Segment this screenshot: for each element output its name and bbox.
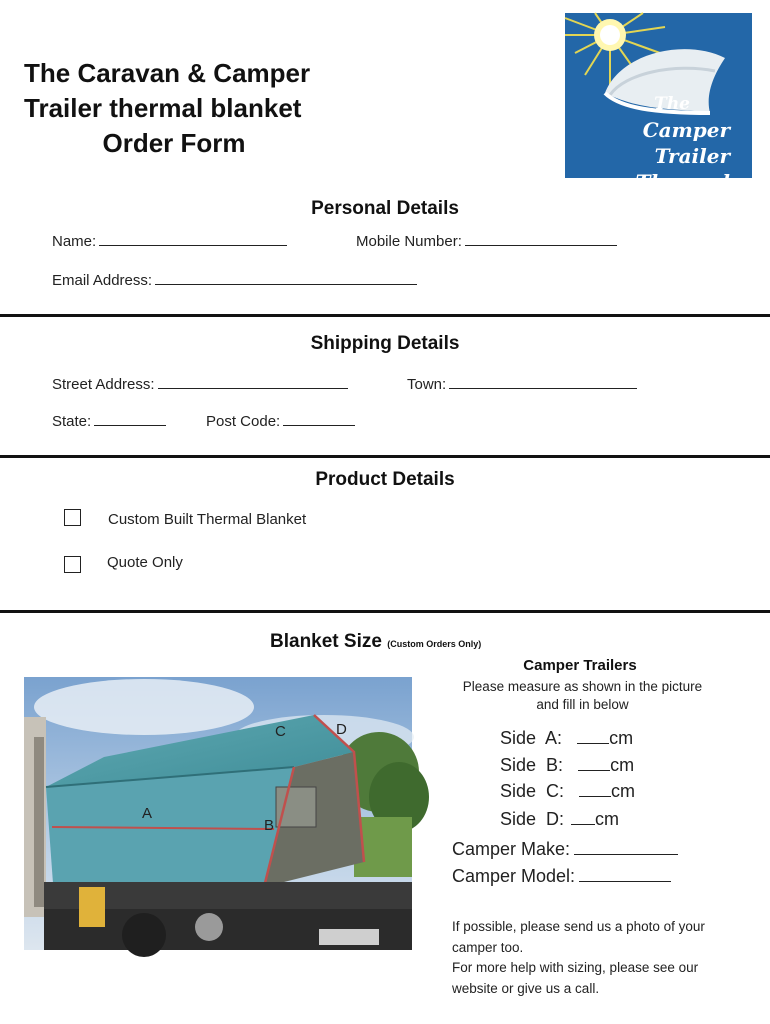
- blanket-size-heading: [270, 631, 481, 653]
- custom-built-checkbox[interactable]: [64, 509, 81, 526]
- postcode-input-line[interactable]: [283, 412, 355, 426]
- camper-model-label: Camper Model:: [452, 866, 576, 886]
- camper-photo-illustration: [24, 677, 412, 950]
- note-line-1: If possible, please send us a photo of your: [452, 919, 705, 934]
- title-line-3: Order Form: [102, 128, 246, 158]
- town-field[interactable]: [407, 375, 637, 393]
- company-logo: [565, 13, 752, 220]
- quote-only-checkbox[interactable]: [64, 556, 81, 573]
- side-b-input-line[interactable]: [578, 755, 610, 771]
- mobile-input-line[interactable]: [465, 232, 617, 246]
- instruction-line-1: Please measure as shown in the picture: [462, 679, 703, 694]
- side-b-label: Side B:: [500, 755, 564, 775]
- side-d-input-line[interactable]: [571, 809, 595, 825]
- street-label: Street Address:: [52, 376, 155, 393]
- divider-3: [0, 610, 770, 613]
- blanket-size-title: Blanket Size: [270, 631, 382, 652]
- logo-tm: ™: [722, 203, 730, 213]
- photo-label-c: C: [275, 723, 286, 740]
- quote-only-label: Quote Only: [107, 554, 183, 571]
- side-a-row[interactable]: [500, 728, 633, 749]
- side-c-input-line[interactable]: [579, 781, 611, 797]
- camper-trailers-heading: Camper Trailers: [523, 657, 637, 674]
- photo-label-b: B: [264, 817, 275, 834]
- street-input-line[interactable]: [158, 375, 348, 389]
- side-a-label: Side A:: [500, 728, 563, 748]
- custom-built-label: Custom Built Thermal Blanket: [108, 511, 307, 528]
- camper-model-input-line[interactable]: [579, 865, 671, 882]
- photo-label-a: A: [142, 805, 153, 822]
- divider-1: [0, 314, 770, 317]
- state-field[interactable]: [52, 412, 166, 430]
- form-title: [24, 56, 324, 161]
- personal-details-heading: Personal Details: [311, 198, 459, 219]
- logo-line-2: Camper Trailer: [642, 118, 730, 168]
- instruction-line-2: and fill in below: [536, 697, 629, 712]
- state-label: State:: [52, 413, 92, 430]
- blanket-size-subtitle: (Custom Orders Only): [387, 639, 482, 649]
- town-label: Town:: [407, 376, 447, 393]
- side-d-row[interactable]: [500, 809, 619, 830]
- camper-make-label: Camper Make:: [452, 839, 571, 859]
- mobile-label: Mobile Number:: [356, 233, 462, 250]
- email-input-line[interactable]: [155, 271, 417, 285]
- side-d-label: Side D:: [500, 809, 565, 829]
- logo-line-3: Thermal Blanket™: [634, 170, 730, 220]
- side-c-row[interactable]: [500, 781, 635, 802]
- state-input-line[interactable]: [94, 412, 166, 426]
- title-line-1: The Caravan & Camper: [24, 58, 311, 88]
- email-label: Email Address:: [52, 272, 153, 289]
- product-details-heading: Product Details: [315, 469, 455, 490]
- side-a-unit: cm: [609, 728, 634, 748]
- name-label: Name:: [52, 233, 97, 250]
- town-input-line[interactable]: [449, 375, 637, 389]
- postcode-label: Post Code:: [206, 413, 281, 430]
- camper-make-input-line[interactable]: [574, 838, 678, 855]
- side-d-unit: cm: [595, 809, 620, 829]
- camper-make-field[interactable]: [452, 838, 678, 860]
- camper-model-field[interactable]: [452, 865, 671, 887]
- side-c-unit: cm: [611, 781, 636, 801]
- postcode-field[interactable]: [206, 412, 355, 430]
- name-input-line[interactable]: [99, 232, 287, 246]
- note-line-3: For more help with sizing, please see our: [452, 960, 699, 975]
- shipping-details-heading: Shipping Details: [310, 333, 460, 354]
- mobile-field[interactable]: [356, 232, 617, 250]
- title-line-2: Trailer thermal blanket: [24, 93, 302, 123]
- side-c-label: Side C:: [500, 781, 565, 801]
- email-field[interactable]: [52, 271, 417, 289]
- note-line-4: website or give us a call.: [452, 980, 600, 996]
- photo-label-d: D: [336, 721, 347, 738]
- camper-trailer-photo: [24, 677, 412, 950]
- side-b-unit: cm: [610, 755, 635, 775]
- measure-instructions: [440, 678, 725, 714]
- street-field[interactable]: [52, 375, 348, 393]
- help-note: [452, 917, 752, 999]
- side-a-input-line[interactable]: [577, 728, 609, 744]
- note-line-2: camper too.: [452, 939, 524, 955]
- logo-line-1: The: [654, 94, 690, 114]
- name-field[interactable]: [52, 232, 287, 250]
- side-b-row[interactable]: [500, 755, 634, 776]
- divider-2: [0, 455, 770, 458]
